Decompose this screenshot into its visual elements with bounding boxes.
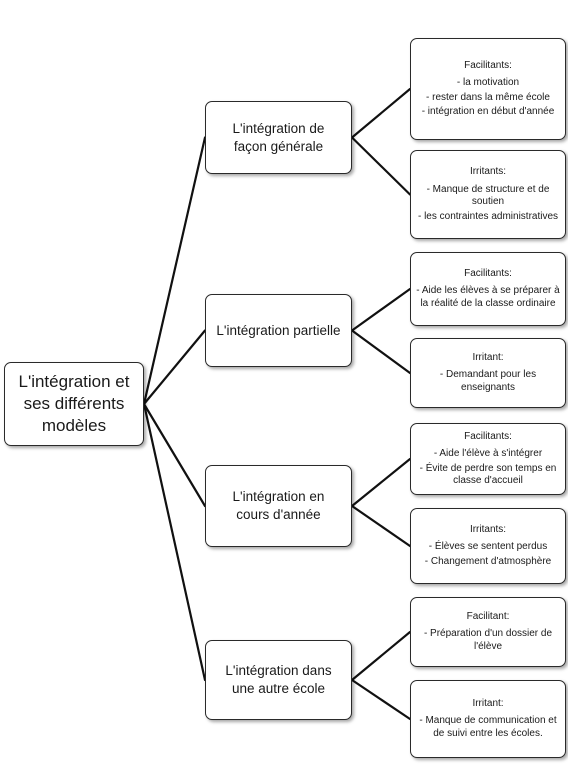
leaf-heading: Irritant: xyxy=(472,351,504,363)
root-to-category-line xyxy=(144,138,205,405)
root-node xyxy=(4,362,144,446)
leaf-node-partielle-irritant xyxy=(410,338,566,408)
category-node-partielle xyxy=(205,294,352,367)
leaf-heading: Facilitants: xyxy=(464,59,512,71)
category-label-line-1: L'intégration de xyxy=(232,120,325,136)
category-to-leaf-line xyxy=(352,506,410,546)
leaf-item: - Préparation d'un dossier de l'élève xyxy=(423,628,553,652)
root-label-line-2: ses différents xyxy=(23,394,125,413)
root-to-category-line xyxy=(144,404,205,506)
leaf-heading: Irritants: xyxy=(469,166,507,177)
leaf-item: - Manque de structure et de soutien xyxy=(426,183,550,207)
leaf-node-general-facilitants xyxy=(410,38,566,140)
leaf-heading: Irritants: xyxy=(469,523,507,535)
category-node-autre-ecole xyxy=(205,640,352,720)
category-node-general xyxy=(205,101,352,174)
category-to-leaf-line xyxy=(352,289,410,331)
leaf-heading: Facilitants: xyxy=(464,430,512,442)
category-label-line-2: cours d'année xyxy=(236,507,321,522)
category-to-leaf-line xyxy=(352,89,410,138)
leaf-heading: Irritant: xyxy=(472,697,504,709)
leaf-item: - Demandant pour les enseignants xyxy=(439,369,537,393)
category-to-leaf-line xyxy=(352,680,410,719)
leaf-node-partielle-facilitants xyxy=(410,252,566,326)
category-label-line-1: L'intégration partielle xyxy=(216,322,341,338)
category-to-leaf-line xyxy=(352,632,410,680)
leaf-node-autre-ecole-irritant xyxy=(410,680,566,758)
leaf-node-cours-annee-facilitants xyxy=(410,423,566,495)
category-label-line-1: L'intégration dans xyxy=(225,663,332,678)
root-label-line-3: modèles xyxy=(41,416,107,435)
leaf-item: - rester dans la même école xyxy=(426,91,550,103)
category-to-leaf-line xyxy=(352,331,410,374)
leaf-node-general-irritants xyxy=(410,150,566,239)
leaf-item: - Évite de perdre son temps en classe d'accueil xyxy=(419,462,557,486)
category-label-line-2: une autre école xyxy=(231,681,326,696)
leaf-item: - les contraintes administratives xyxy=(417,210,559,222)
leaf-item: - Changement d'atmosphère xyxy=(424,555,552,567)
leaf-item: - Aide l'élève à s'intégrer xyxy=(433,448,543,459)
category-node-cours-annee xyxy=(205,465,352,547)
leaf-item: - Aide les élèves à se préparer à la réalité de la classe ordinaire xyxy=(416,285,560,309)
leaf-heading: Facilitants: xyxy=(464,267,512,279)
leaf-item: - Manque de communication et de suivi entre les écoles. xyxy=(419,715,557,739)
leaf-item: - intégration en début d'année xyxy=(421,106,555,117)
category-label-line-1: L'intégration en xyxy=(232,489,325,504)
leaf-node-autre-ecole-facilitant xyxy=(410,597,566,667)
category-to-leaf-line xyxy=(352,138,410,195)
leaf-item: - Élèves se sentent perdus xyxy=(428,541,548,553)
category-to-leaf-line xyxy=(352,459,410,506)
root-to-category-line xyxy=(144,404,205,680)
leaf-item: - la motivation xyxy=(456,77,520,88)
category-label-line-2: façon générale xyxy=(233,138,324,154)
leaf-heading: Facilitant: xyxy=(466,610,510,622)
leaf-node-cours-annee-irritants xyxy=(410,508,566,584)
root-label-line-1: L'intégration et xyxy=(18,372,130,391)
